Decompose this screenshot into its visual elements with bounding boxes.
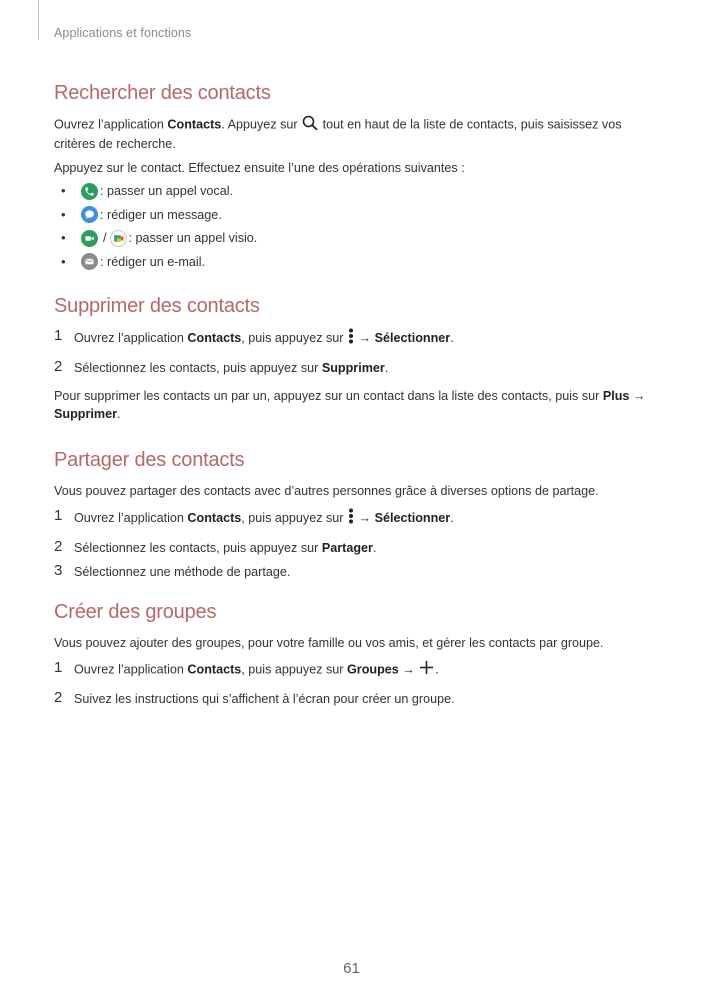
action-list	[54, 182, 654, 271]
phone-call-icon	[81, 183, 98, 200]
duo-video-icon	[110, 230, 127, 247]
section-title-share: Partager des contacts	[54, 448, 245, 471]
more-options-icon	[348, 328, 354, 349]
step-item: 1 Ouvrez l’application Contacts, puis appuyez sur → Sélectionner.	[54, 328, 654, 349]
list-item: • : passer un appel vocal.	[61, 183, 234, 198]
step-item: 1 Ouvrez l’application Contacts, puis appuyez sur Groupes → .	[54, 660, 654, 680]
search-paragraph-1: Ouvrez l’application Contacts. Appuyez sur tout en haut de la liste de contacts, puis saisissez vos critères de recherche.	[54, 115, 654, 153]
section-title-search: Rechercher des contacts	[54, 82, 271, 104]
groups-intro: Vous pouvez ajouter des groupes, pour votre famille ou vos amis, et gérer les contacts par groupe.	[54, 635, 604, 650]
page-number: 61	[343, 960, 360, 977]
page-content	[54, 82, 654, 718]
email-icon	[81, 253, 98, 270]
step-item: 1 Ouvrez l’application Contacts, puis appuyez sur → Sélectionner.	[54, 508, 654, 529]
step-item: 2 Sélectionnez les contacts, puis appuyez sur Partager.	[54, 537, 377, 555]
delete-steps	[54, 328, 654, 377]
list-item: • : rédiger un message.	[61, 206, 222, 222]
section-create-groups	[54, 601, 654, 708]
search-paragraph-2: Appuyez sur le contact. Effectuez ensuite l’une des opérations suivantes :	[54, 161, 465, 175]
section-search-contacts	[54, 82, 654, 271]
step-item: 2 Suivez les instructions qui s’affichent à l’écran pour créer un groupe.	[54, 688, 455, 706]
step-item: 3 Sélectionnez une méthode de partage.	[54, 561, 291, 579]
section-delete-contacts	[54, 295, 654, 423]
share-intro: Vous pouvez partager des contacts avec d’autres personnes grâce à diverses options de partage.	[54, 483, 599, 498]
plus-icon	[419, 660, 434, 680]
section-title-groups: Créer des groupes	[54, 600, 217, 623]
video-call-icon	[81, 230, 98, 247]
search-icon	[302, 115, 318, 135]
running-header: Applications et fonctions	[54, 26, 192, 40]
margin-rule	[38, 0, 39, 40]
groups-steps	[54, 660, 654, 708]
step-item: 2 Sélectionnez les contacts, puis appuyez sur Supprimer.	[54, 357, 389, 375]
app-name-contacts: Contacts	[167, 117, 222, 132]
list-item: • / : passer un appel visio.	[61, 230, 258, 245]
share-steps	[54, 508, 654, 581]
more-options-icon	[348, 508, 354, 529]
section-title-delete: Supprimer des contacts	[54, 294, 260, 317]
delete-paragraph: Pour supprimer les contacts un par un, appuyez sur un contact dans la liste des contacts, puis sur Plus → Supprimer.	[54, 388, 646, 421]
message-icon	[81, 206, 98, 223]
list-item: • : rédiger un e-mail.	[61, 253, 205, 269]
section-share-contacts	[54, 449, 654, 581]
